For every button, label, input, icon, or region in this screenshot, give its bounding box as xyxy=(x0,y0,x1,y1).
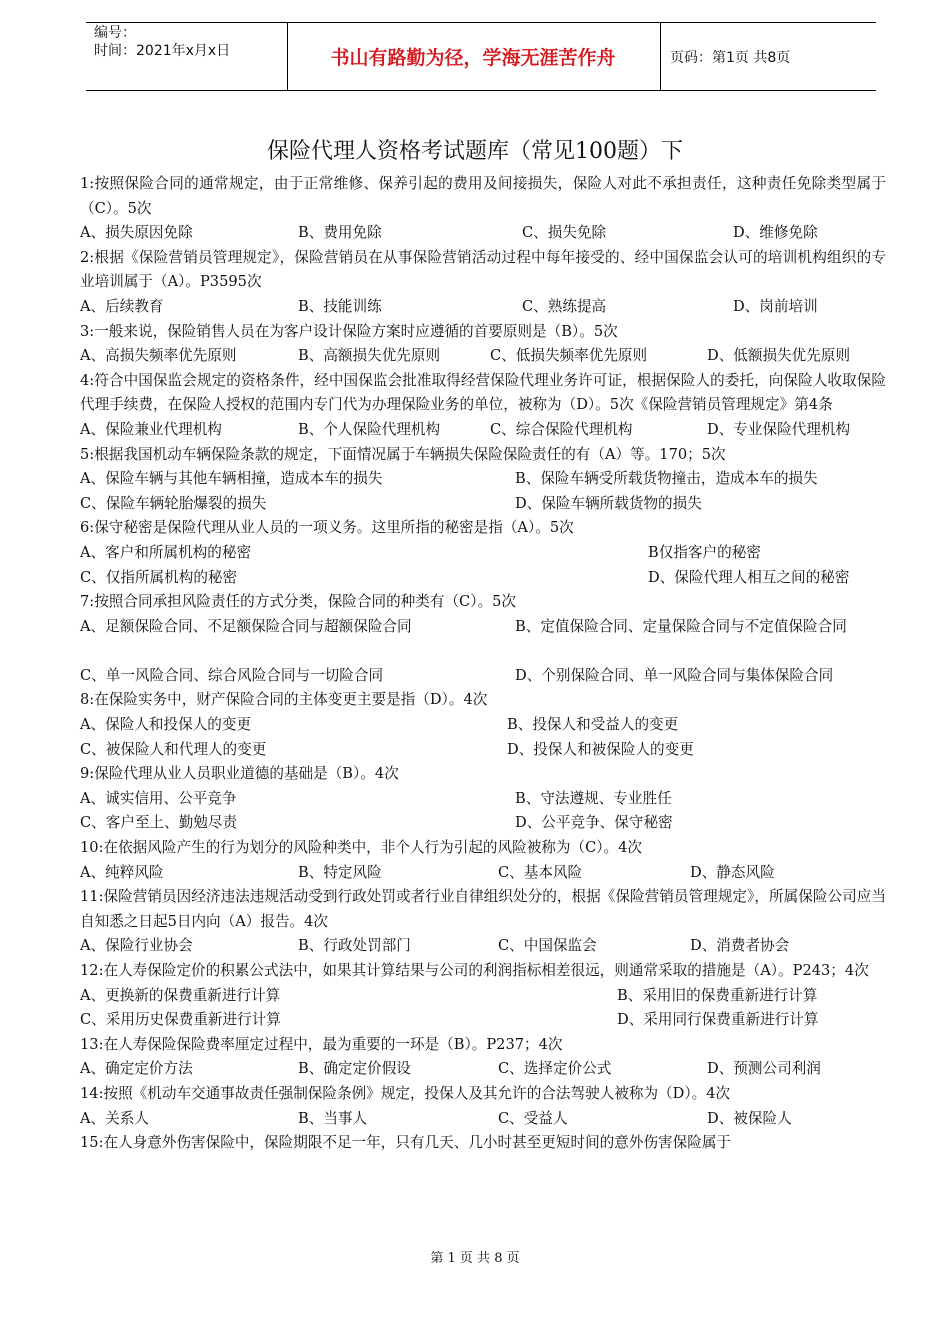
answer-option: C、基本风险 xyxy=(498,863,583,881)
option-row xyxy=(80,418,886,443)
answer-option: B、个人保险代理机构 xyxy=(298,420,441,438)
answer-option: C、客户至上、勤勉尽责 xyxy=(80,814,238,832)
option-row xyxy=(80,811,886,836)
answer-option: B、特定风险 xyxy=(298,863,382,881)
option-row xyxy=(80,566,886,591)
answer-option: D、维修免除 xyxy=(733,224,818,242)
answer-option: B、采用旧的保费重新进行计算 xyxy=(617,986,818,1004)
option-row xyxy=(80,295,886,320)
header-divider xyxy=(660,22,661,91)
option-row xyxy=(80,787,886,812)
answer-option: C、受益人 xyxy=(498,1109,568,1127)
answer-option: A、保险兼业代理机构 xyxy=(80,420,222,438)
answer-option: B、行政处罚部门 xyxy=(298,937,411,955)
question-text: 9:保险代理从业人员职业道德的基础是（B）。4次 xyxy=(80,765,399,783)
header-motto: 书山有路勤为径，学海无涯苦作舟 xyxy=(330,47,616,69)
answer-option: C、综合保险代理机构 xyxy=(490,420,633,438)
answer-option: A、后续教育 xyxy=(80,297,164,315)
answer-option: C、保险车辆轮胎爆裂的损失 xyxy=(80,494,267,512)
answer-option: A、保险车辆与其他车辆相撞，造成本车的损失 xyxy=(80,470,383,488)
question-text: 13:在人寿保险保险费率厘定过程中，最为重要的一环是（B）。P237；4次 xyxy=(80,1035,563,1053)
header-number: 编号： xyxy=(94,25,136,41)
question-text: 7:按照合同承担风险责任的方式分类，保险合同的种类有（C）。5次 xyxy=(80,593,516,611)
option-row xyxy=(80,541,886,566)
question-text: 12:在人寿保险定价的积累公式法中，如果其计算结果与公司的利润指标相差很远，则通常采取的措施是（A）。P243；4次 xyxy=(80,962,869,979)
answer-option: A、保险行业协会 xyxy=(80,937,193,955)
answer-option: C、采用历史保费重新进行计算 xyxy=(80,1011,281,1029)
answer-option: C、低损失频率优先原则 xyxy=(490,347,648,365)
answer-option: D、个别保险合同、单一风险合同与集体保险合同 xyxy=(515,666,834,684)
option-row xyxy=(80,221,886,246)
answer-option: B、高额损失优先原则 xyxy=(298,347,441,365)
header-page-info: 页码：第1页 共8页 xyxy=(670,49,791,66)
answer-option: A、更换新的保费重新进行计算 xyxy=(80,986,281,1004)
option-row xyxy=(80,344,886,369)
option-row xyxy=(80,984,886,1009)
answer-option: A、关系人 xyxy=(80,1109,149,1127)
option-row xyxy=(80,738,886,763)
answer-option: A、高损失频率优先原则 xyxy=(80,347,237,365)
answer-option: D、采用同行保费重新进行计算 xyxy=(617,1011,819,1029)
question-text: 6:保守秘密是保险代理从业人员的一项义务。这里所指的秘密是指（A）。5次 xyxy=(80,519,574,537)
answer-option: D、公平竞争、保守秘密 xyxy=(515,814,673,832)
answer-option: A、损失原因免除 xyxy=(80,224,193,242)
question-text: 5:根据我国机动车辆保险条款的规定，下面情况属于车辆损失保险保险责任的有（A）等。170；5次 xyxy=(80,445,726,463)
answer-option: D、预测公司利润 xyxy=(707,1060,821,1078)
option-row xyxy=(80,467,886,492)
answer-option: A、客户和所属机构的秘密 xyxy=(80,543,252,561)
answer-option: D、专业保险代理机构 xyxy=(707,420,851,438)
option-row xyxy=(80,1057,886,1082)
answer-option: A、确定定价方法 xyxy=(80,1060,193,1078)
question-text: 11:保险营销员因经济违法违规活动受到行政处罚或者行业自律组织处分的，根据《保险营销员管理规定》，所属保险公司应当自知悉之日起5日内向（A）报告。4次 xyxy=(80,888,886,930)
answer-option: B仅指客户的秘密 xyxy=(648,543,761,561)
answer-option: A、诚实信用、公平竞争 xyxy=(80,789,237,807)
answer-option: B、定值保险合同、定量保险合同与不定值保险合同 xyxy=(515,617,847,635)
answer-option: C、熟练提高 xyxy=(522,297,607,315)
answer-option: C、仅指所属机构的秘密 xyxy=(80,568,238,586)
answer-option: C、中国保监会 xyxy=(498,937,597,955)
answer-option: A、足额保险合同、不足额保险合同与超额保险合同 xyxy=(80,617,412,635)
answer-option: D、保险代理人相互之间的秘密 xyxy=(648,568,850,586)
option-row xyxy=(80,861,886,886)
option-row xyxy=(80,664,886,689)
answer-option: C、单一风险合同、综合风险合同与一切险合同 xyxy=(80,666,384,684)
option-row xyxy=(80,1008,886,1033)
answer-option: B、当事人 xyxy=(298,1109,368,1127)
question-text: 2:根据《保险营销员管理规定》，保险营销员在从事保险营销活动过程中每年接受的、经中国保监会认可的培训机构组织的专业培训属于（A）。P3595次 xyxy=(80,248,886,291)
answer-option: B、保险车辆受所载货物撞击，造成本车的损失 xyxy=(515,470,818,488)
page-footer: 第 1 页 共 8 页 xyxy=(430,1251,520,1266)
option-row xyxy=(80,713,886,738)
answer-option: D、消费者协会 xyxy=(690,937,790,955)
question-text: 15:在人身意外伤害保险中，保险期限不足一年，只有几天、几小时甚至更短时间的意外伤害保险属于 xyxy=(80,1134,732,1152)
header-time: 时间：2021年x月x日 xyxy=(94,43,231,59)
option-row xyxy=(80,1107,886,1132)
answer-option: C、被保险人和代理人的变更 xyxy=(80,740,267,758)
answer-option: A、纯粹风险 xyxy=(80,863,164,881)
question-text: 3:一般来说，保险销售人员在为客户设计保险方案时应遵循的首要原则是（B）。5次 xyxy=(80,322,618,340)
answer-option: B、确定定价假设 xyxy=(298,1060,411,1078)
answer-option: A、保险人和投保人的变更 xyxy=(80,716,252,734)
option-row xyxy=(80,615,886,664)
question-text: 1:按照保险合同的通常规定，由于正常维修、保养引起的费用及间接损失，保险人对此不承担责任，这种责任免除类型属于（C）。5次 xyxy=(80,175,886,217)
answer-option: B、守法遵规、专业胜任 xyxy=(515,789,672,807)
question-text: 10:在依据风险产生的行为划分的风险种类中，非个人行为引起的风险被称为（C）。4次 xyxy=(80,839,643,857)
option-row xyxy=(80,492,886,517)
answer-option: D、被保险人 xyxy=(707,1109,792,1127)
document-title: 保险代理人资格考试题库（常见100题）下 xyxy=(267,139,683,164)
question-text: 14:按照《机动车交通事故责任强制保险条例》规定，投保人及其允许的合法驾驶人被称为（D）。4次 xyxy=(80,1084,731,1102)
answer-option: C、损失免除 xyxy=(522,224,607,242)
answer-option: D、保险车辆所载货物的损失 xyxy=(515,494,702,512)
answer-option: B、技能训练 xyxy=(298,297,382,315)
answer-option: C、选择定价公式 xyxy=(498,1060,612,1078)
question-text: 4:符合中国保监会规定的资格条件，经中国保监会批准取得经营保险代理业务许可证，根据保险人的委托，向保险人收取保险代理手续费，在保险人授权的范围内专门代为办理保险业务的单位，被称为（D）。5次《保险营销员管理规定》第4条 xyxy=(80,371,886,414)
answer-option: D、低额损失优先原则 xyxy=(707,347,851,365)
header-meta xyxy=(94,24,230,60)
question-list xyxy=(80,172,886,1156)
answer-option: B、投保人和受益人的变更 xyxy=(507,716,679,734)
answer-option: D、岗前培训 xyxy=(733,297,818,315)
answer-option: D、静态风险 xyxy=(690,863,775,881)
answer-option: D、投保人和被保险人的变更 xyxy=(507,740,694,758)
question-text: 8:在保险实务中，财产保险合同的主体变更主要是指（D）。4次 xyxy=(80,691,488,709)
option-row xyxy=(80,934,886,959)
answer-option: B、费用免除 xyxy=(298,224,382,242)
